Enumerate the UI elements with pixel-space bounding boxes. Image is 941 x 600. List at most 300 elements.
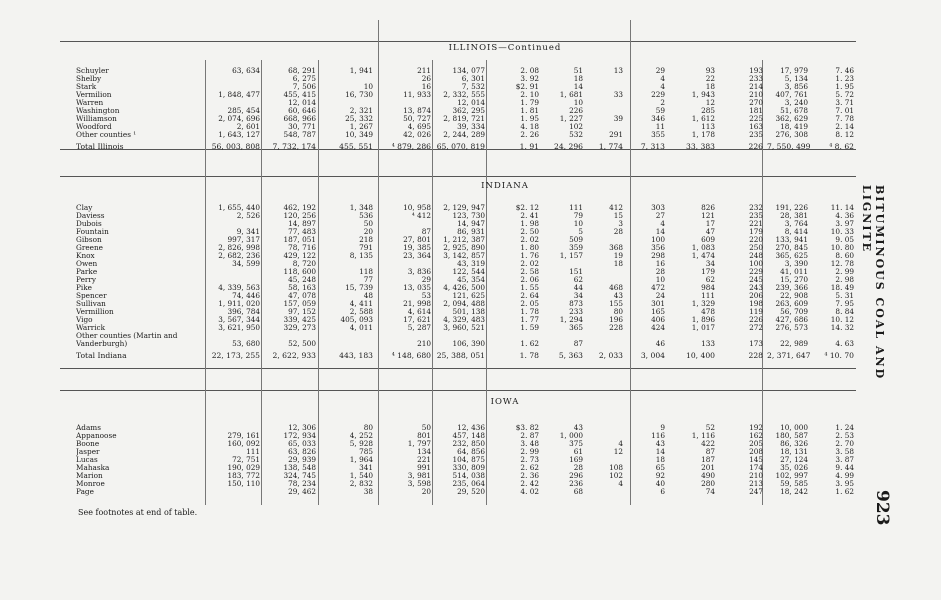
table-cell: 80 xyxy=(363,424,373,432)
table-cell: 14, 947 xyxy=(457,220,485,228)
table-cell: 2. 58 xyxy=(520,268,539,276)
table-cell: 472 xyxy=(651,284,665,292)
row-label: Woodford xyxy=(76,123,112,131)
table-cell: 208 xyxy=(749,448,763,456)
row-label: Owen xyxy=(76,260,98,268)
table-cell: 301 xyxy=(651,300,665,308)
table-cell: 1, 797 xyxy=(407,440,431,448)
table-cell: 19 xyxy=(613,252,623,260)
table-cell: 1. 91 xyxy=(519,142,539,151)
table-cell: 221 xyxy=(417,456,431,464)
row-label: Fountain xyxy=(76,228,109,236)
table-cell: 72, 751 xyxy=(232,456,260,464)
table-row xyxy=(76,488,856,496)
table-cell: 2, 244, 289 xyxy=(443,131,485,139)
table-cell: 365, 625 xyxy=(775,252,808,260)
table-cell: 7. 95 xyxy=(835,300,854,308)
row-label: Vermilion xyxy=(76,91,112,99)
table-cell xyxy=(585,488,625,496)
table-row xyxy=(76,308,856,316)
table-cell xyxy=(585,83,625,91)
table-cell: 119 xyxy=(749,308,763,316)
table-cell: 42, 026 xyxy=(403,131,431,139)
table-row xyxy=(76,480,856,488)
table-row xyxy=(76,244,856,252)
table-cell: 2. 08 xyxy=(520,67,539,75)
table-cell: 17, 621 xyxy=(403,316,431,324)
table-cell: 3, 567, 344 xyxy=(218,316,260,324)
table-row xyxy=(76,228,856,236)
table-cell: 3 xyxy=(618,220,623,228)
table-cell: 2, 925, 890 xyxy=(443,244,485,252)
table-cell xyxy=(541,332,585,340)
table-cell: 4, 614 xyxy=(407,308,431,316)
table-cell: 7. 01 xyxy=(835,107,854,115)
table-cell: 77, 483 xyxy=(288,228,316,236)
table-cell: 63, 634 xyxy=(232,67,260,75)
table-cell: ⁴ 148, 680 xyxy=(391,351,431,360)
table-cell: 50 xyxy=(421,424,431,432)
table-cell: 86, 931 xyxy=(457,228,485,236)
table-cell: 56, 709 xyxy=(780,308,808,316)
table-cell: 62 xyxy=(573,276,583,284)
table-cell xyxy=(204,83,262,91)
table-cell: 236 xyxy=(569,480,583,488)
table-cell: 4. 18 xyxy=(520,123,539,131)
table-cell: ⁴ 879, 286 xyxy=(391,142,431,151)
table-cell: 2. 73 xyxy=(520,456,539,464)
table-cell xyxy=(585,236,625,244)
table-cell: 77 xyxy=(363,276,373,284)
illinois-section-title: ILLINOIS—Continued xyxy=(448,43,562,53)
table-cell: 4, 411 xyxy=(349,300,373,308)
row-label: Marion xyxy=(76,472,103,480)
table-cell: 2. 62 xyxy=(520,464,539,472)
table-cell: 235, 064 xyxy=(452,480,485,488)
table-cell: 873 xyxy=(569,300,583,308)
table-cell: 405, 093 xyxy=(340,316,373,324)
table-cell: $2. 12 xyxy=(515,204,539,212)
table-cell: 1, 227 xyxy=(559,115,583,123)
table-cell: 263, 609 xyxy=(775,300,808,308)
table-cell: 9. 05 xyxy=(835,236,854,244)
table-cell xyxy=(585,268,625,276)
table-cell: 74, 446 xyxy=(232,292,260,300)
table-cell xyxy=(585,456,625,464)
table-cell: 2, 332, 555 xyxy=(443,91,485,99)
table-row xyxy=(76,424,856,432)
top-rule xyxy=(60,41,856,42)
table-cell: 50, 727 xyxy=(403,115,431,123)
table-cell: 181 xyxy=(749,107,763,115)
table-cell: 225 xyxy=(749,115,763,123)
table-cell: 3, 390 xyxy=(784,260,808,268)
table-cell: 102 xyxy=(569,123,583,131)
indiana-bottom-rule xyxy=(60,390,856,391)
table-cell: 134, 077 xyxy=(452,67,485,75)
table-cell: 9. 44 xyxy=(835,464,854,472)
table-cell: 29, 939 xyxy=(288,456,316,464)
table-row xyxy=(76,75,856,83)
table-cell: 298 xyxy=(651,252,665,260)
table-cell: 120, 256 xyxy=(283,212,316,220)
table-cell: 61 xyxy=(573,448,583,456)
table-cell: 4, 252 xyxy=(349,432,373,440)
table-cell: 33 xyxy=(613,91,623,99)
table-cell: 43 xyxy=(573,424,583,432)
table-cell: 14 xyxy=(573,83,583,91)
row-label: Sullivan xyxy=(76,300,106,308)
table-cell: 22, 989 xyxy=(780,340,808,348)
table-cell: 118, 600 xyxy=(283,268,316,276)
table-row xyxy=(76,332,856,340)
table-cell: 296 xyxy=(569,472,583,480)
table-cell: 2. 42 xyxy=(520,480,539,488)
table-cell: 1, 157 xyxy=(559,252,583,260)
table-cell: 1, 294 xyxy=(559,316,583,324)
table-cell: 111 xyxy=(246,448,260,456)
table-cell: 157, 059 xyxy=(283,300,316,308)
table-cell: 2. 70 xyxy=(835,440,854,448)
table-cell: 1, 964 xyxy=(349,456,373,464)
table-cell: 1, 540 xyxy=(349,472,373,480)
table-cell: 291 xyxy=(609,131,623,139)
table-cell xyxy=(585,424,625,432)
table-cell: 193 xyxy=(749,67,763,75)
table-cell xyxy=(487,332,541,340)
table-cell: 4 xyxy=(660,83,665,91)
table-cell: 243 xyxy=(749,284,763,292)
table-cell: 443, 183 xyxy=(339,351,373,360)
table-cell: 2. 64 xyxy=(520,292,539,300)
table-cell: 62 xyxy=(705,276,715,284)
row-label: Vermillion xyxy=(76,308,114,316)
table-cell: 228 xyxy=(609,324,623,332)
table-cell: 12. 78 xyxy=(830,260,854,268)
table-cell: 1. 95 xyxy=(520,115,539,123)
table-cell: 1, 681 xyxy=(559,91,583,99)
table-cell: 10 xyxy=(655,276,665,284)
table-cell: 111 xyxy=(569,204,583,212)
table-cell: 2. 05 xyxy=(520,300,539,308)
table-cell: 13, 874 xyxy=(403,107,431,115)
table-cell: 65, 033 xyxy=(288,440,316,448)
table-cell: 27 xyxy=(655,212,665,220)
table-cell: 424 xyxy=(651,324,665,332)
table-cell xyxy=(585,276,625,284)
page-number: 923 xyxy=(872,490,892,526)
table-cell: 68, 291 xyxy=(288,67,316,75)
table-cell: 10, 000 xyxy=(780,424,808,432)
table-cell: 3, 836 xyxy=(407,268,431,276)
table-cell: 2, 074, 696 xyxy=(218,115,260,123)
table-cell: 121 xyxy=(701,212,715,220)
table-cell: 1, 774 xyxy=(598,142,623,151)
table-cell: 15, 739 xyxy=(345,284,373,292)
table-cell: 87 xyxy=(573,340,583,348)
table-row xyxy=(76,115,856,123)
table-cell: 10. 80 xyxy=(830,244,854,252)
table-cell: $2. 91 xyxy=(515,83,539,91)
table-cell xyxy=(585,99,625,107)
table-cell: 65, 070, 819 xyxy=(436,142,485,151)
table-cell xyxy=(204,332,262,340)
table-cell: 239, 366 xyxy=(775,284,808,292)
table-cell: 80 xyxy=(613,308,623,316)
table-cell: 43, 319 xyxy=(457,260,485,268)
table-cell: 19, 385 xyxy=(403,244,431,252)
row-label: Pike xyxy=(76,284,92,292)
table-cell xyxy=(375,260,433,268)
table-cell xyxy=(375,220,433,228)
table-cell: 205 xyxy=(749,440,763,448)
table-cell: 183, 772 xyxy=(227,472,260,480)
table-cell: 17 xyxy=(705,220,715,228)
table-cell: 29 xyxy=(655,67,665,75)
table-cell: 226 xyxy=(749,316,763,324)
table-cell: 27, 801 xyxy=(403,236,431,244)
table-row xyxy=(76,432,856,440)
table-cell: 218 xyxy=(359,236,373,244)
table-row xyxy=(76,131,856,139)
table-total-row xyxy=(76,348,856,360)
table-cell: 1. 79 xyxy=(520,99,539,107)
table-cell: 248 xyxy=(749,252,763,260)
table-cell: 279, 161 xyxy=(227,432,260,440)
row-label: Total Illinois xyxy=(76,142,124,151)
table-cell: 39 xyxy=(613,115,623,123)
table-cell: 1, 643, 127 xyxy=(218,131,260,139)
table-row xyxy=(76,448,856,456)
row-label: Shelby xyxy=(76,75,102,83)
table-cell: 78, 716 xyxy=(288,244,316,252)
table-cell: 35, 026 xyxy=(780,464,808,472)
table-cell: 2. 26 xyxy=(520,131,539,139)
table-cell: 174 xyxy=(749,464,763,472)
table-cell: 4. 63 xyxy=(835,340,854,348)
row-label: Other counties ¹ xyxy=(76,131,137,139)
table-cell: 785 xyxy=(359,448,373,456)
table-cell: 2. 02 xyxy=(520,260,539,268)
table-cell: 100 xyxy=(749,260,763,268)
illinois-bottom-rule xyxy=(60,176,856,177)
row-label: Washington xyxy=(76,107,120,115)
table-cell: 155 xyxy=(609,300,623,308)
table-cell: 14, 897 xyxy=(288,220,316,228)
table-cell: 206 xyxy=(749,292,763,300)
row-label: Adams xyxy=(76,424,101,432)
table-cell: 14. 32 xyxy=(830,324,854,332)
table-cell: 1, 017 xyxy=(691,324,715,332)
table-cell: 27, 124 xyxy=(780,456,808,464)
table-cell: 163 xyxy=(749,123,763,131)
table-cell: 45, 354 xyxy=(457,276,485,284)
table-cell: 4. 99 xyxy=(835,472,854,480)
table-cell: 28 xyxy=(655,268,665,276)
table-cell: 191, 226 xyxy=(775,204,808,212)
row-label: Warren xyxy=(76,99,104,107)
table-cell: 2, 682, 236 xyxy=(218,252,260,260)
table-cell: 20 xyxy=(421,488,431,496)
table-cell: 1. 23 xyxy=(835,75,854,83)
table-cell: 5, 134 xyxy=(784,75,808,83)
table-cell: 97, 152 xyxy=(288,308,316,316)
table-cell: 210 xyxy=(417,340,431,348)
table-row xyxy=(76,99,856,107)
table-cell: 324, 745 xyxy=(283,472,316,480)
table-row xyxy=(76,83,856,91)
table-row xyxy=(76,340,856,348)
table-cell: 1. 80 xyxy=(520,244,539,252)
table-cell: 801 xyxy=(417,432,431,440)
table-cell: 272 xyxy=(749,324,763,332)
table-cell: 1. 98 xyxy=(520,220,539,228)
table-cell: 28 xyxy=(573,464,583,472)
table-cell: 412 xyxy=(609,204,623,212)
table-cell: 59, 585 xyxy=(780,480,808,488)
table-cell: 6, 275 xyxy=(292,75,316,83)
table-cell: 52, 500 xyxy=(288,340,316,348)
table-cell: 514, 038 xyxy=(452,472,485,480)
table-cell: 329, 273 xyxy=(283,324,316,332)
table-cell: 229 xyxy=(651,91,665,99)
table-cell: 10, 400 xyxy=(686,351,715,360)
table-cell: 63, 826 xyxy=(288,448,316,456)
table-cell: 12, 014 xyxy=(457,99,485,107)
table-cell xyxy=(262,332,318,340)
table-cell: 2, 826, 998 xyxy=(218,244,260,252)
table-cell: 1. 59 xyxy=(520,324,539,332)
table-cell: 187 xyxy=(701,456,715,464)
table-cell: 111 xyxy=(701,292,715,300)
row-label: Boone xyxy=(76,440,100,448)
table-cell: 2, 526 xyxy=(236,212,260,220)
table-cell: 50 xyxy=(363,220,373,228)
table-cell: 8, 135 xyxy=(349,252,373,260)
row-label: Vigo xyxy=(76,316,93,324)
table-cell xyxy=(204,276,262,284)
table-cell: 21, 998 xyxy=(403,300,431,308)
table-cell: 165 xyxy=(651,308,665,316)
row-label: Jasper xyxy=(76,448,100,456)
table-cell: 462, 192 xyxy=(283,204,316,212)
table-cell: 9, 341 xyxy=(236,228,260,236)
table-cell: 5. 31 xyxy=(835,292,854,300)
table-cell xyxy=(375,99,433,107)
table-cell: 18 xyxy=(613,260,623,268)
table-cell: 5. 72 xyxy=(835,91,854,99)
table-cell xyxy=(318,99,375,107)
row-label: Stark xyxy=(76,83,97,91)
table-cell xyxy=(585,332,625,340)
table-cell: 3, 240 xyxy=(784,99,808,107)
table-cell: ⁴ 8. 62 xyxy=(829,142,854,151)
table-cell: 47, 078 xyxy=(288,292,316,300)
table-cell: 339, 425 xyxy=(283,316,316,324)
table-cell: 226 xyxy=(748,142,763,151)
table-cell: 609 xyxy=(701,236,715,244)
table-cell: 30, 771 xyxy=(288,123,316,131)
row-label: Lucas xyxy=(76,456,98,464)
table-cell: 134 xyxy=(417,448,431,456)
table-cell: 92 xyxy=(655,472,665,480)
table-cell: 93 xyxy=(705,67,715,75)
table-cell: 11 xyxy=(655,123,665,131)
table-cell: 991 xyxy=(417,464,431,472)
table-row xyxy=(76,292,856,300)
table-cell: 478 xyxy=(701,308,715,316)
table-cell: 56, 003, 808 xyxy=(211,142,260,151)
table-cell: 10. 12 xyxy=(830,316,854,324)
table-cell: 3, 598 xyxy=(407,480,431,488)
table-cell: 53 xyxy=(421,292,431,300)
row-label: Knox xyxy=(76,252,95,260)
table-cell: 455, 551 xyxy=(339,142,373,151)
row-label: Dubois xyxy=(76,220,102,228)
table-cell xyxy=(318,260,375,268)
table-cell: 3, 981 xyxy=(407,472,431,480)
table-cell: 3. 48 xyxy=(520,440,539,448)
row-label: Williamson xyxy=(76,115,117,123)
table-cell: 12, 436 xyxy=(457,424,485,432)
table-cell: 23, 364 xyxy=(403,252,431,260)
row-label: Appanoose xyxy=(76,432,117,440)
table-cell: 997, 317 xyxy=(227,236,260,244)
table-cell: 13 xyxy=(613,67,623,75)
table-cell: 362, 629 xyxy=(775,115,808,123)
table-cell: 47 xyxy=(705,228,715,236)
table-cell: 10, 958 xyxy=(403,204,431,212)
table-cell: 1, 267 xyxy=(349,123,373,131)
table-cell: 1, 941 xyxy=(349,67,373,75)
table-cell: 5, 363 xyxy=(558,351,583,360)
table-cell: 22, 908 xyxy=(780,292,808,300)
table-cell: 104, 875 xyxy=(452,456,485,464)
table-cell: 133, 941 xyxy=(775,236,808,244)
table-cell: 3. 95 xyxy=(835,480,854,488)
table-cell: 407, 761 xyxy=(775,91,808,99)
table-cell: 368 xyxy=(609,244,623,252)
table-cell: 1. 24 xyxy=(835,424,854,432)
table-cell: 102 xyxy=(609,472,623,480)
table-cell: 1, 474 xyxy=(691,252,715,260)
table-cell: 1. 78 xyxy=(520,308,539,316)
table-cell: 375 xyxy=(569,440,583,448)
table-cell: 190, 029 xyxy=(227,464,260,472)
table-cell xyxy=(585,432,625,440)
table-cell xyxy=(204,268,262,276)
table-cell: 179 xyxy=(749,228,763,236)
indiana-section-title: INDIANA xyxy=(481,181,529,191)
table-row xyxy=(76,67,856,75)
table-cell: 18, 242 xyxy=(780,488,808,496)
table-cell: 3, 960, 521 xyxy=(443,324,485,332)
table-cell: 38 xyxy=(363,488,373,496)
table-cell: 235 xyxy=(749,212,763,220)
row-label: Vanderburgh) xyxy=(76,340,128,348)
table-row xyxy=(76,472,856,480)
table-cell: 280 xyxy=(701,480,715,488)
table-cell: 9 xyxy=(660,424,665,432)
table-cell: 46 xyxy=(655,340,665,348)
table-cell xyxy=(375,332,433,340)
table-cell: 509 xyxy=(569,236,583,244)
table-cell: 74 xyxy=(705,488,715,496)
table-cell: 18 xyxy=(573,75,583,83)
table-cell: 12 xyxy=(705,99,715,107)
table-cell: 10 xyxy=(363,83,373,91)
table-cell: 2, 588 xyxy=(349,308,373,316)
